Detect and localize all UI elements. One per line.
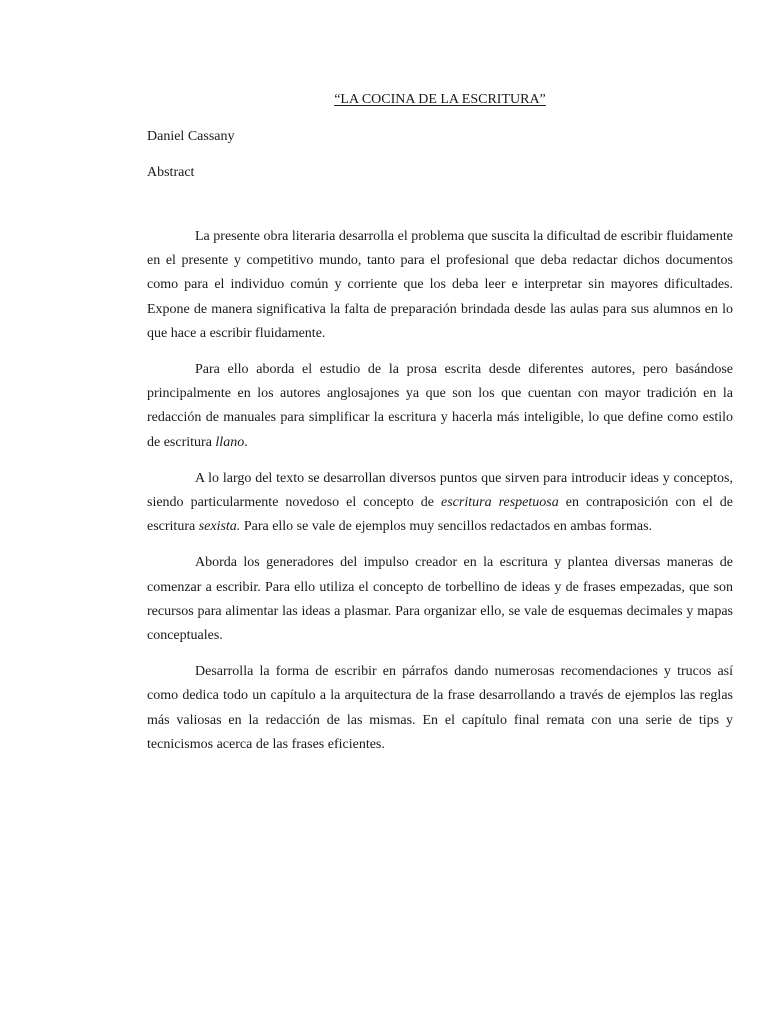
abstract-body [147,225,733,757]
paragraph [147,660,733,757]
text-segment: Para ello aborda el estudio de la prosa escrita desde diferentes autores, pero basándose principalmente en los autores anglosajones ya que son los que cuentan con mayor tradición en la redacción de manuales para simplificar la escritura y hacerla más inteligible, lo que define como estilo de escritura [147,362,733,450]
text-segment: Para ello se vale de ejemplos muy sencillos redactados en ambas formas. [240,519,653,535]
document-page [147,88,733,769]
abstract-heading: Abstract [147,165,195,180]
text-segment: . [244,434,248,450]
text-segment: A lo largo del texto se desarrollan diversos puntos que sirven para introducir ideas y conceptos, siendo particularmente novedoso el concepto de [147,470,733,511]
author-name: Daniel Cassany [147,129,235,144]
paragraph [147,467,733,540]
paragraph [147,225,733,346]
text-segment: La presente obra literaria desarrolla el problema que suscita la dificultad de escribir fluidamente en el presente y competitivo mundo, tanto para el profesional que deba redactar dichos documentos como para el individuo común y corriente que los deba leer e interpretar sin mayores dificultades. Expone de manera significativa la falta de preparación brindada desde las aulas para sus alumnos en lo que hace a escribir fluidamente. [147,229,733,341]
text-segment: Aborda los generadores del impulso creador en la escritura y plantea diversas maneras de comenzar a escribir. Para ello utiliza el concepto de torbellino de ideas y de frases empezadas, que son recursos para alimentar las ideas a plasmar. Para organizar ello, se vale de esquemas decimales y mapas conceptuales. [147,555,733,644]
paragraph [147,551,733,648]
document-title: “LA COCINA DE LA ESCRITURA” [334,92,546,107]
text-segment: Desarrolla la forma de escribir en párrafos dando numerosas recomendaciones y trucos así como dedica todo un capítulo a la arquitectura de la frase desarrollando a través de ejemplos las reglas más valiosas en la redacción de las mismas. En el capítulo final remata con una serie de tips y tecnicismos acerca de las frases eficientes. [147,664,733,752]
text-segment: en contraposición con el de escritura [147,495,733,535]
paragraph [147,358,733,455]
italic-term: llano [215,434,245,450]
italic-term: sexista. [198,519,241,535]
italic-term: escritura respetuosa [441,495,559,511]
